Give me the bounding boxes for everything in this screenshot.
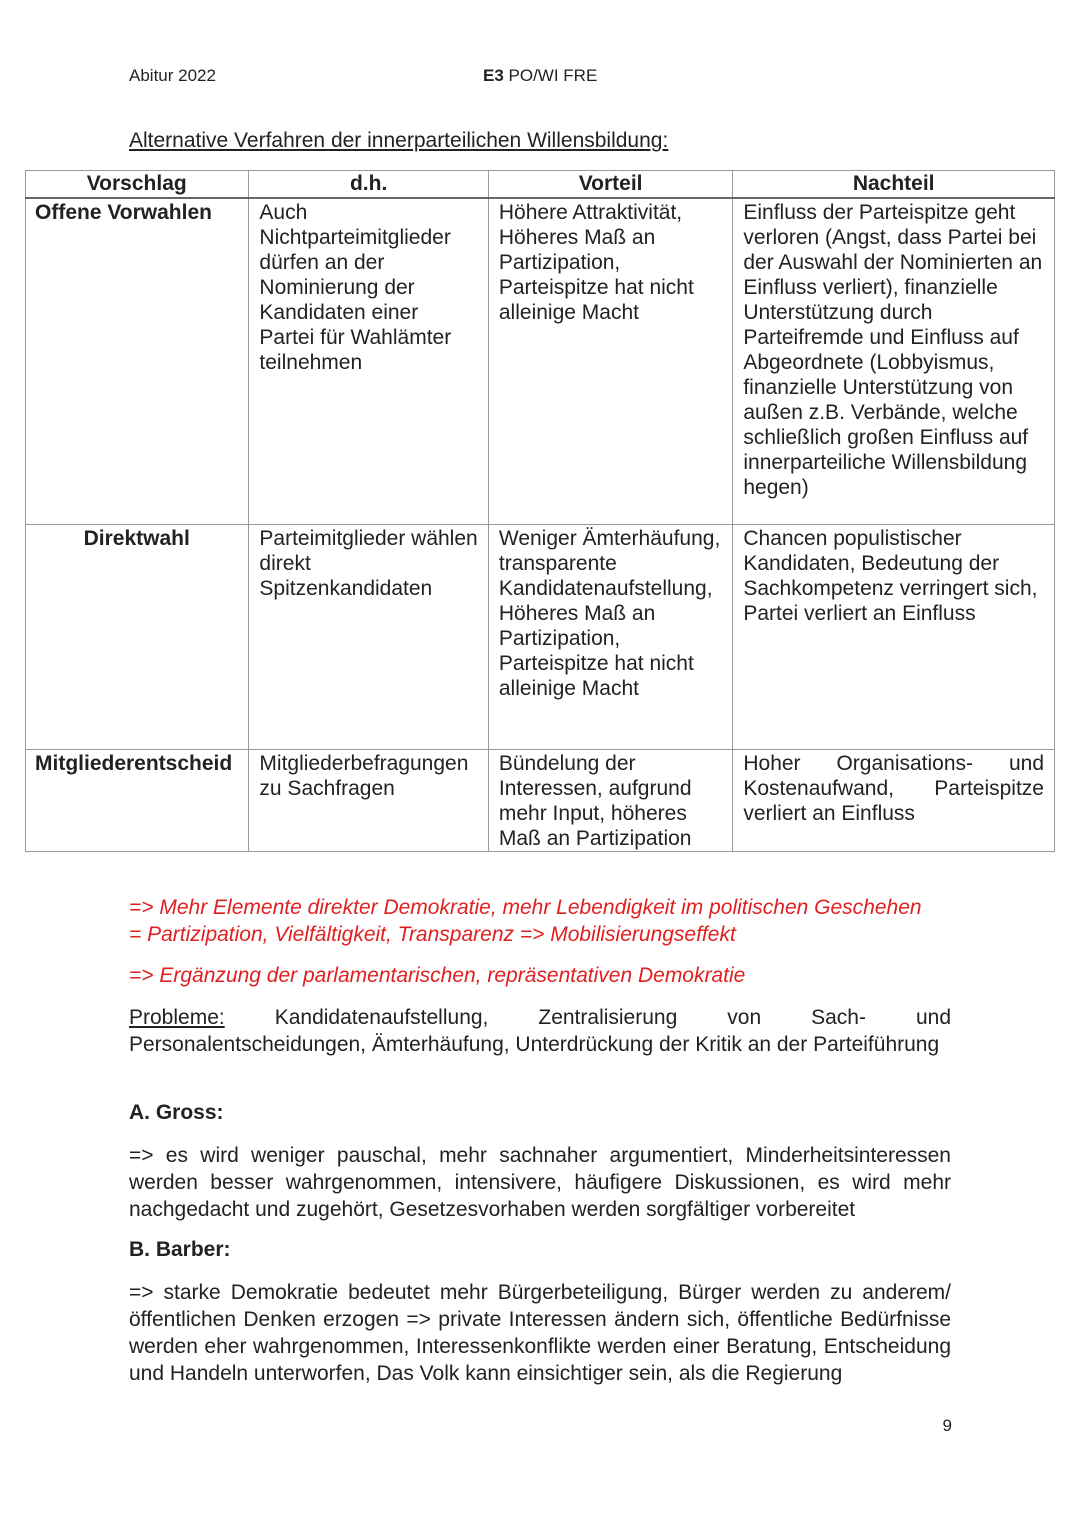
- column-header: Nachteil: [733, 171, 1055, 199]
- table-header-row: [26, 171, 1055, 199]
- table-row: [26, 749, 1055, 851]
- disadvantage-cell: Einfluss der Parteispitze geht verloren (Angst, dass Partei bei der Auswahl der Nominierten an Einfluss verliert), finanzielle Unterstützung durch Parteifremde und Einfluss auf Abgeordnete (Lobbyismus, finanzielle Unterstützung von außen z.B. Verbände, welche schließlich großen Einfluss auf innerparteiliche Willensbildung hegen): [733, 198, 1055, 524]
- conclusion-line-3: => Ergänzung der parlamentarischen, repräsentativen Demokratie: [129, 964, 746, 987]
- gross-paragraph: => es wird weniger pauschal, mehr sachnaher argumentiert, Minderheitsinteressen werden besser wahrgenommen, intensivere, häufigere Diskussionen, es wird mehr nachgedacht und zugehört, Gesetzesvorhaben werden sorgfältiger vorbereitet: [129, 1144, 951, 1221]
- disadvantage-cell: Hoher Organisations- und Kostenaufwand, Parteispitze verliert an Einfluss: [733, 749, 1055, 851]
- meaning-cell: Auch Nichtparteimitglieder dürfen an der Nominierung der Kandidaten einer Partei für Wahlämter teilnehmen: [249, 198, 488, 524]
- barber-heading: B. Barber:: [129, 1238, 231, 1261]
- problems-label: Probleme:: [129, 1006, 225, 1029]
- table-row: [26, 198, 1055, 524]
- page-number: 9: [942, 1416, 952, 1435]
- procedures-table: [25, 170, 1055, 852]
- table-row: [26, 524, 1055, 749]
- barber-paragraph: => starke Demokratie bedeutet mehr Bürgerbeteiligung, Bürger werden zu anderem/öffentlichen Denken erzogen => private Interessen ändern sich, öffentliche Bedürfnisse werden eher wahrgenommen, Interessenkonflikte werden einer Beratung, Entscheidung und Handeln unterworfen, Das Volk kann einsichtiger sein, als die Regierung: [129, 1281, 951, 1385]
- advantage-cell: Bündelung der Interessen, aufgrund mehr Input, höheres Maß an Partizipation: [488, 749, 732, 851]
- proposal-cell: Direktwahl: [26, 524, 249, 749]
- problems-text: Kandidatenaufstellung, Zentralisierung von Sach- und Personalentscheidungen, Ämterhäufung, Unterdrückung der Kritik an der Parteiführung: [129, 1006, 951, 1056]
- meaning-cell: Mitgliederbefragungen zu Sachfragen: [249, 749, 488, 851]
- gross-heading: A. Gross:: [129, 1101, 224, 1124]
- header-center: [483, 66, 597, 86]
- proposal-cell: Mitgliederentscheid: [26, 749, 249, 851]
- meaning-cell: Parteimitglieder wählen direkt Spitzenkandidaten: [249, 524, 488, 749]
- column-header: Vorschlag: [26, 171, 249, 199]
- column-header: d.h.: [249, 171, 488, 199]
- advantage-cell: Höhere Attraktivität, Höheres Maß an Partizipation, Parteispitze hat nicht alleinige Macht: [488, 198, 732, 524]
- column-header: Vorteil: [488, 171, 732, 199]
- conclusion-line-2: = Partizipation, Vielfältigkeit, Transparenz => Mobilisierungseffekt: [129, 923, 736, 946]
- disadvantage-cell: Chancen populistischer Kandidaten, Bedeutung der Sachkompetenz verringert sich, Partei verliert an Einfluss: [733, 524, 1055, 749]
- conclusion-line-1: => Mehr Elemente direkter Demokratie, mehr Lebendigkeit im politischen Geschehen: [129, 896, 922, 919]
- section-title: Alternative Verfahren der innerparteilichen Willensbildung:: [129, 129, 669, 152]
- header-center-rest: PO/WI FRE: [503, 66, 598, 85]
- header-center-bold: E3: [483, 66, 504, 85]
- header-left: Abitur 2022: [129, 66, 216, 85]
- advantage-cell: Weniger Ämterhäufung, transparente Kandidatenaufstellung, Höheres Maß an Partizipation, Parteispitze hat nicht alleinige Macht: [488, 524, 732, 749]
- problems-paragraph: [129, 1004, 951, 1058]
- proposal-cell: Offene Vorwahlen: [26, 198, 249, 524]
